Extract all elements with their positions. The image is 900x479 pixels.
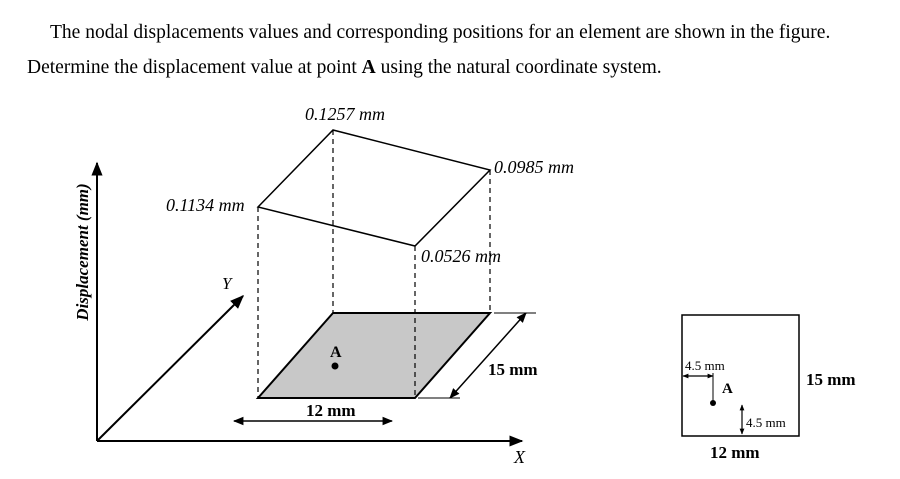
inset-point-dot: [710, 400, 716, 406]
label-back-right: 0.0985 mm: [494, 157, 574, 177]
element-base: [258, 313, 490, 398]
question-point-label: A: [361, 57, 376, 78]
dim-depth-label: 15 mm: [488, 360, 538, 379]
label-back-left: 0.1257 mm: [305, 104, 385, 124]
inset-dim-x-label: 4.5 mm: [685, 358, 725, 373]
dim-width-label: 12 mm: [306, 401, 356, 420]
inset-top-view: [682, 315, 856, 462]
label-front-right: 0.0526 mm: [421, 246, 501, 266]
question-line-1: The nodal displacements values and corresponding positions for an element are shown in the figure.: [50, 22, 831, 43]
displaced-surface: [258, 130, 490, 246]
y-axis: [97, 296, 243, 441]
inset-height-label: 15 mm: [806, 370, 856, 389]
question-line-2-prefix: Determine the displacement value at point: [27, 57, 362, 78]
y-axis-title: Displacement (mm): [73, 183, 92, 321]
label-front-left: 0.1134 mm: [166, 195, 245, 215]
point-a-dot: [332, 363, 339, 370]
question-line-2-suffix: using the natural coordinate system.: [375, 57, 662, 78]
y-axis-label: Y: [222, 274, 232, 293]
x-axis-label: X: [514, 447, 525, 467]
point-a-label: A: [330, 344, 342, 361]
inset-point-label: A: [722, 381, 733, 397]
inset-width-label: 12 mm: [710, 443, 760, 462]
inset-dim-y-label: 4.5 mm: [746, 415, 786, 430]
